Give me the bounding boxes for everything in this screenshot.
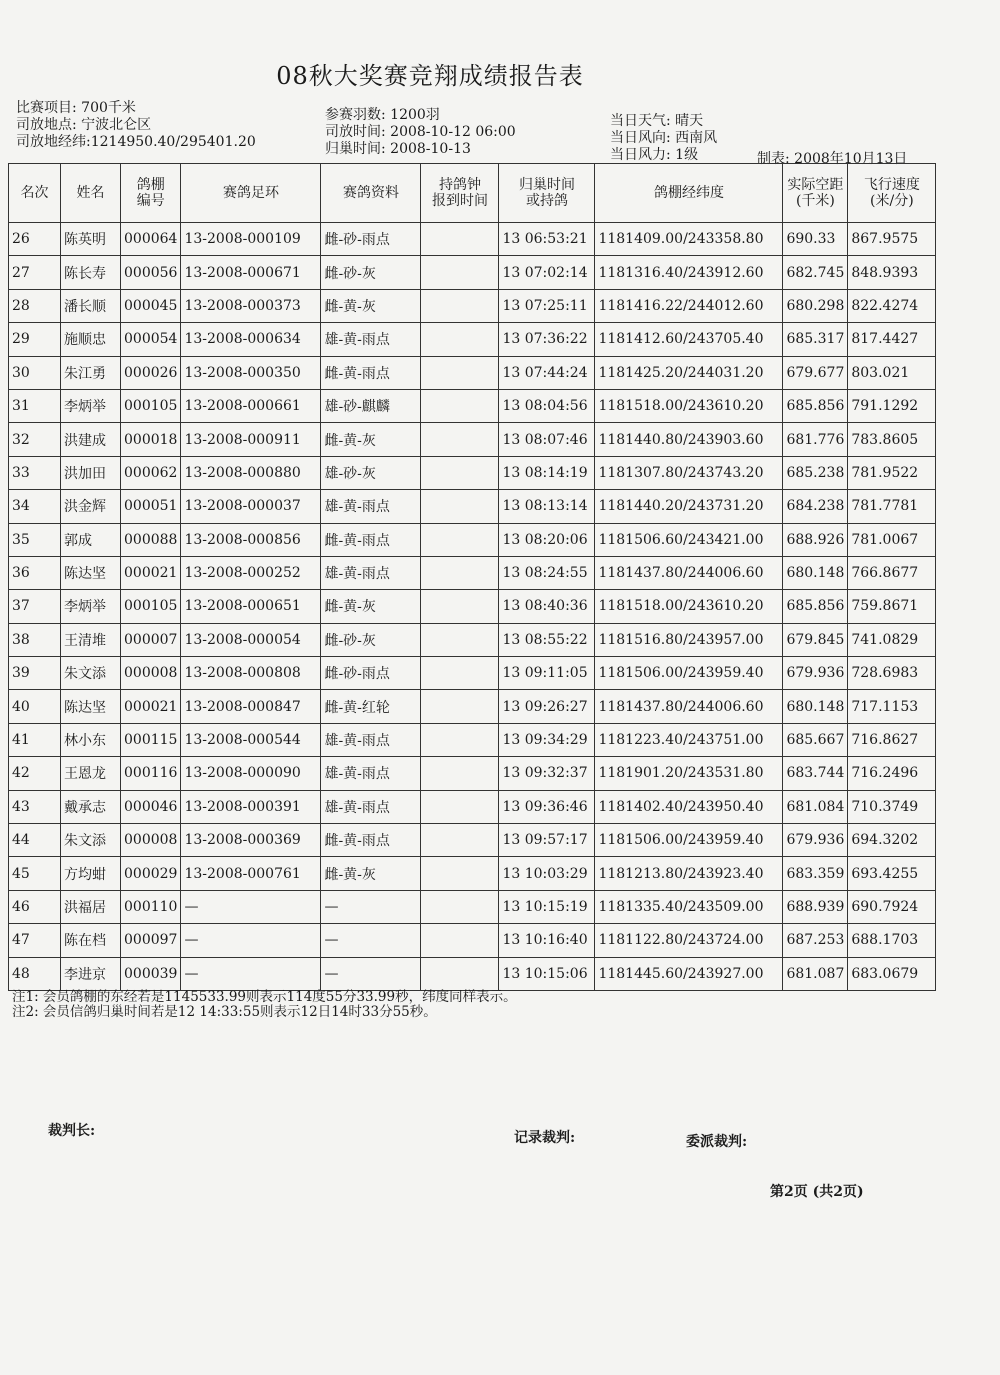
name-cell: 朱文添 <box>61 824 121 857</box>
name-cell: 洪金辉 <box>61 490 121 523</box>
bird-info-cell: 雄-砂-麒麟 <box>321 389 421 422</box>
clock-time-cell <box>421 423 499 456</box>
table-row <box>9 556 936 589</box>
meta-middle <box>325 107 516 158</box>
distance-cell: 685.317 <box>783 323 848 356</box>
table-row <box>9 389 936 422</box>
table-header-row <box>9 164 936 223</box>
clock-time-cell <box>421 957 499 990</box>
return-time-cell: 13 08:20:06 <box>499 523 595 556</box>
clock-time-cell <box>421 623 499 656</box>
page-number: 第2页 (共2页) <box>770 1184 864 1200</box>
clock-time-cell <box>421 323 499 356</box>
bird-info-cell: 雌-砂-雨点 <box>321 223 421 256</box>
distance-cell: 685.856 <box>783 590 848 623</box>
coords-cell: 1181223.40/243751.00 <box>595 723 783 756</box>
coords-cell: 1181409.00/243358.80 <box>595 223 783 256</box>
distance-cell: 683.744 <box>783 757 848 790</box>
ring-cell: 13-2008-000037 <box>181 490 321 523</box>
distance-cell: 679.936 <box>783 824 848 857</box>
speed-cell: 803.021 <box>848 356 936 389</box>
col-speed <box>848 164 936 223</box>
return-time-cell: 13 07:44:24 <box>499 356 595 389</box>
rank-cell: 30 <box>9 356 61 389</box>
loft-id-cell: 000046 <box>121 790 181 823</box>
coords-cell: 1181416.22/244012.60 <box>595 289 783 322</box>
return-time-cell: 13 09:32:37 <box>499 757 595 790</box>
bird-info-cell: 雄-黄-雨点 <box>321 790 421 823</box>
bird-info-cell: 雌-黄-灰 <box>321 423 421 456</box>
loft-id-cell: 000007 <box>121 623 181 656</box>
ring-cell: 13-2008-000350 <box>181 356 321 389</box>
bird-info-cell: 雌-砂-雨点 <box>321 657 421 690</box>
coords-cell: 1181316.40/243912.60 <box>595 256 783 289</box>
rank-cell: 27 <box>9 256 61 289</box>
clock-time-cell <box>421 690 499 723</box>
distance-cell: 685.667 <box>783 723 848 756</box>
return-time-cell: 13 10:03:29 <box>499 857 595 890</box>
rank-cell: 44 <box>9 824 61 857</box>
name-cell: 李进京 <box>61 957 121 990</box>
distance-cell: 681.776 <box>783 423 848 456</box>
ring-cell: 13-2008-000544 <box>181 723 321 756</box>
loft-id-cell: 000029 <box>121 857 181 890</box>
return-time-cell: 13 09:34:29 <box>499 723 595 756</box>
coords-cell: 1181307.80/243743.20 <box>595 456 783 489</box>
speed-cell: 781.7781 <box>848 490 936 523</box>
name-cell: 洪加田 <box>61 456 121 489</box>
distance-cell: 682.745 <box>783 256 848 289</box>
note-1: 注1: 会员鸽棚的东经若是1145533.99则表示114度55分33.99秒，纬度同样表示。 <box>12 989 517 1005</box>
ring-cell: 13-2008-000054 <box>181 623 321 656</box>
return-time-cell: 13 08:24:55 <box>499 556 595 589</box>
return-time-cell: 13 09:11:05 <box>499 657 595 690</box>
col-rank: 名次 <box>9 164 61 223</box>
rank-cell: 46 <box>9 890 61 923</box>
loft-id-cell: 000056 <box>121 256 181 289</box>
distance-cell: 683.359 <box>783 857 848 890</box>
col-bird-info: 赛鸽资料 <box>321 164 421 223</box>
delegate-judge-label: 委派裁判: <box>686 1134 748 1150</box>
coords-cell: 1181440.20/243731.20 <box>595 490 783 523</box>
distance-cell: 679.677 <box>783 356 848 389</box>
coords-cell: 1181437.80/244006.60 <box>595 690 783 723</box>
name-cell: 王恩龙 <box>61 757 121 790</box>
name-cell: 陈在档 <box>61 924 121 957</box>
loft-id-cell: 000045 <box>121 289 181 322</box>
return-time-cell: 13 07:02:14 <box>499 256 595 289</box>
clock-time-cell <box>421 256 499 289</box>
speed-cell: 781.0067 <box>848 523 936 556</box>
loft-id-cell: 000008 <box>121 824 181 857</box>
bird-info-cell: 雌-黄-雨点 <box>321 523 421 556</box>
coords-cell: 1181122.80/243724.00 <box>595 924 783 957</box>
speed-cell: 683.0679 <box>848 957 936 990</box>
loft-id-cell: 000115 <box>121 723 181 756</box>
rank-cell: 29 <box>9 323 61 356</box>
rank-cell: 40 <box>9 690 61 723</box>
bird-info-cell: 雄-砂-灰 <box>321 456 421 489</box>
wind-force: 当日风力: 1级 <box>610 147 699 163</box>
coords-cell: 1181213.80/243923.40 <box>595 857 783 890</box>
coords-cell: 1181440.80/243903.60 <box>595 423 783 456</box>
table-row <box>9 824 936 857</box>
name-cell: 朱文添 <box>61 657 121 690</box>
coords-cell: 1181518.00/243610.20 <box>595 389 783 422</box>
speed-cell: 759.8671 <box>848 590 936 623</box>
clock-time-cell <box>421 857 499 890</box>
name-cell: 朱江勇 <box>61 356 121 389</box>
bird-info-cell: 雌-黄-红轮 <box>321 690 421 723</box>
name-cell: 施顺忠 <box>61 323 121 356</box>
return-time-cell: 13 09:26:27 <box>499 690 595 723</box>
loft-id-cell: 000105 <box>121 389 181 422</box>
table-row <box>9 423 936 456</box>
loft-id-cell: 000054 <box>121 323 181 356</box>
name-cell: 方均蚶 <box>61 857 121 890</box>
name-cell: 戴承志 <box>61 790 121 823</box>
col-clock-time <box>421 164 499 223</box>
speed-cell: 693.4255 <box>848 857 936 890</box>
ring-cell: — <box>181 890 321 923</box>
name-cell: 洪建成 <box>61 423 121 456</box>
ring-cell: 13-2008-000651 <box>181 590 321 623</box>
entry-count: 参赛羽数: 1200羽 <box>325 107 440 123</box>
clock-time-cell <box>421 456 499 489</box>
speed-cell: 688.1703 <box>848 924 936 957</box>
return-time-cell: 13 10:15:19 <box>499 890 595 923</box>
loft-id-cell: 000018 <box>121 423 181 456</box>
rank-cell: 35 <box>9 523 61 556</box>
return-time-cell: 13 07:36:22 <box>499 323 595 356</box>
return-time-cell: 13 06:53:21 <box>499 223 595 256</box>
table-row <box>9 790 936 823</box>
distance-cell: 680.298 <box>783 289 848 322</box>
col-loft-id <box>121 164 181 223</box>
clock-time-cell <box>421 657 499 690</box>
col-ring: 赛鸽足环 <box>181 164 321 223</box>
return-time-cell: 13 09:36:46 <box>499 790 595 823</box>
meta-left <box>16 100 256 151</box>
name-cell: 李炳举 <box>61 590 121 623</box>
ring-cell: 13-2008-000856 <box>181 523 321 556</box>
ring-cell: 13-2008-000761 <box>181 857 321 890</box>
bird-info-cell: 雌-砂-灰 <box>321 256 421 289</box>
distance-cell: 688.939 <box>783 890 848 923</box>
bird-info-cell: 雄-黄-雨点 <box>321 757 421 790</box>
distance-cell: 681.084 <box>783 790 848 823</box>
results-table <box>8 163 936 991</box>
col-return-time <box>499 164 595 223</box>
col-distance-label: 实际空距 (千米) <box>787 177 844 209</box>
notes <box>12 990 517 1020</box>
table-row <box>9 289 936 322</box>
speed-cell: 690.7924 <box>848 890 936 923</box>
loft-id-cell: 000008 <box>121 657 181 690</box>
loft-id-cell: 000110 <box>121 890 181 923</box>
table-row <box>9 957 936 990</box>
table-row <box>9 623 936 656</box>
name-cell: 郭成 <box>61 523 121 556</box>
rank-cell: 31 <box>9 389 61 422</box>
loft-id-cell: 000116 <box>121 757 181 790</box>
loft-id-cell: 000051 <box>121 490 181 523</box>
clock-time-cell <box>421 356 499 389</box>
ring-cell: — <box>181 924 321 957</box>
bird-info-cell: 雄-黄-雨点 <box>321 490 421 523</box>
return-time-cell: 13 08:40:36 <box>499 590 595 623</box>
bird-info-cell: — <box>321 957 421 990</box>
event-distance: 比赛项目: 700千米 <box>16 100 136 116</box>
ring-cell: 13-2008-000847 <box>181 690 321 723</box>
return-time-cell: 13 08:14:19 <box>499 456 595 489</box>
ring-cell: 13-2008-000880 <box>181 456 321 489</box>
speed-cell: 710.3749 <box>848 790 936 823</box>
clock-time-cell <box>421 389 499 422</box>
release-time: 司放时间: 2008-10-12 06:00 <box>325 124 516 140</box>
distance-cell: 685.238 <box>783 456 848 489</box>
name-cell: 陈长寿 <box>61 256 121 289</box>
clock-time-cell <box>421 590 499 623</box>
bird-info-cell: — <box>321 890 421 923</box>
distance-cell: 680.148 <box>783 690 848 723</box>
return-time-cell: 13 07:25:11 <box>499 289 595 322</box>
ring-cell: 13-2008-000634 <box>181 323 321 356</box>
bird-info-cell: 雄-黄-雨点 <box>321 723 421 756</box>
rank-cell: 42 <box>9 757 61 790</box>
return-time-cell: 13 10:16:40 <box>499 924 595 957</box>
report-title: 08秋大奖赛竞翔成绩报告表 <box>276 62 584 90</box>
table-date: 制表: 2008年10月13日 <box>757 151 908 167</box>
clock-time-cell <box>421 924 499 957</box>
table-row <box>9 924 936 957</box>
speed-cell: 783.8605 <box>848 423 936 456</box>
table-row <box>9 323 936 356</box>
loft-id-cell: 000088 <box>121 523 181 556</box>
release-coords: 司放地经纬:1214950.40/295401.20 <box>16 134 256 150</box>
speed-cell: 822.4274 <box>848 289 936 322</box>
bird-info-cell: 雌-黄-灰 <box>321 590 421 623</box>
col-coords: 鸽棚经纬度 <box>595 164 783 223</box>
bird-info-cell: 雄-黄-雨点 <box>321 323 421 356</box>
distance-cell: 685.856 <box>783 389 848 422</box>
distance-cell: 681.087 <box>783 957 848 990</box>
speed-cell: 817.4427 <box>848 323 936 356</box>
return-time-cell: 13 08:13:14 <box>499 490 595 523</box>
speed-cell: 848.9393 <box>848 256 936 289</box>
col-distance <box>783 164 848 223</box>
loft-id-cell: 000062 <box>121 456 181 489</box>
loft-id-cell: 000021 <box>121 556 181 589</box>
rank-cell: 33 <box>9 456 61 489</box>
table-row <box>9 356 936 389</box>
meta-right <box>610 113 717 164</box>
bird-info-cell: 雄-黄-雨点 <box>321 556 421 589</box>
table-row <box>9 490 936 523</box>
speed-cell: 741.0829 <box>848 623 936 656</box>
rank-cell: 45 <box>9 857 61 890</box>
col-clock-time-label: 持鸽钟 报到时间 <box>431 177 488 209</box>
ring-cell: 13-2008-000090 <box>181 757 321 790</box>
coords-cell: 1181425.20/244031.20 <box>595 356 783 389</box>
rank-cell: 32 <box>9 423 61 456</box>
table-row <box>9 657 936 690</box>
speed-cell: 716.2496 <box>848 757 936 790</box>
bird-info-cell: 雌-黄-灰 <box>321 857 421 890</box>
loft-id-cell: 000105 <box>121 590 181 623</box>
loft-id-cell: 000097 <box>121 924 181 957</box>
speed-cell: 694.3202 <box>848 824 936 857</box>
rank-cell: 47 <box>9 924 61 957</box>
table-row <box>9 757 936 790</box>
coords-cell: 1181335.40/243509.00 <box>595 890 783 923</box>
loft-id-cell: 000039 <box>121 957 181 990</box>
clock-time-cell <box>421 723 499 756</box>
speed-cell: 781.9522 <box>848 456 936 489</box>
coords-cell: 1181516.80/243957.00 <box>595 623 783 656</box>
rank-cell: 36 <box>9 556 61 589</box>
bird-info-cell: 雌-黄-雨点 <box>321 824 421 857</box>
coords-cell: 1181901.20/243531.80 <box>595 757 783 790</box>
clock-time-cell <box>421 490 499 523</box>
name-cell: 潘长顺 <box>61 289 121 322</box>
speed-cell: 716.8627 <box>848 723 936 756</box>
table-row <box>9 690 936 723</box>
table-row <box>9 256 936 289</box>
rank-cell: 28 <box>9 289 61 322</box>
name-cell: 陈达坚 <box>61 690 121 723</box>
return-time: 归巢时间: 2008-10-13 <box>325 141 471 157</box>
bird-info-cell: 雌-黄-灰 <box>321 289 421 322</box>
table-row <box>9 456 936 489</box>
rank-cell: 43 <box>9 790 61 823</box>
table-row <box>9 590 936 623</box>
rank-cell: 39 <box>9 657 61 690</box>
note-2: 注2: 会员信鸽归巢时间若是12 14:33:55则表示12日14时33分55秒。 <box>12 1004 437 1020</box>
rank-cell: 41 <box>9 723 61 756</box>
clock-time-cell <box>421 289 499 322</box>
distance-cell: 687.253 <box>783 924 848 957</box>
return-time-cell: 13 09:57:17 <box>499 824 595 857</box>
col-name: 姓名 <box>61 164 121 223</box>
speed-cell: 766.8677 <box>848 556 936 589</box>
coords-cell: 1181412.60/243705.40 <box>595 323 783 356</box>
results-body <box>9 223 936 991</box>
clock-time-cell <box>421 824 499 857</box>
loft-id-cell: 000064 <box>121 223 181 256</box>
coords-cell: 1181402.40/243950.40 <box>595 790 783 823</box>
rank-cell: 37 <box>9 590 61 623</box>
table-row <box>9 890 936 923</box>
return-time-cell: 13 08:07:46 <box>499 423 595 456</box>
name-cell: 林小东 <box>61 723 121 756</box>
coords-cell: 1181437.80/244006.60 <box>595 556 783 589</box>
name-cell: 王清堆 <box>61 623 121 656</box>
clock-time-cell <box>421 890 499 923</box>
clock-time-cell <box>421 790 499 823</box>
ring-cell: 13-2008-000808 <box>181 657 321 690</box>
coords-cell: 1181445.60/243927.00 <box>595 957 783 990</box>
table-row <box>9 723 936 756</box>
chief-judge-label: 裁判长: <box>48 1123 96 1139</box>
table-row <box>9 523 936 556</box>
release-place: 司放地点: 宁波北仑区 <box>16 117 152 133</box>
table-row <box>9 857 936 890</box>
rank-cell: 26 <box>9 223 61 256</box>
weather: 当日天气: 晴天 <box>610 113 704 129</box>
ring-cell: 13-2008-000391 <box>181 790 321 823</box>
return-time-cell: 13 08:55:22 <box>499 623 595 656</box>
ring-cell: 13-2008-000109 <box>181 223 321 256</box>
name-cell: 李炳举 <box>61 389 121 422</box>
distance-cell: 680.148 <box>783 556 848 589</box>
speed-cell: 791.1292 <box>848 389 936 422</box>
bird-info-cell: 雌-砂-灰 <box>321 623 421 656</box>
record-judge-label: 记录裁判: <box>514 1130 576 1146</box>
distance-cell: 679.845 <box>783 623 848 656</box>
speed-cell: 717.1153 <box>848 690 936 723</box>
col-return-time-label: 归巢时间 或持鸽 <box>518 177 575 209</box>
return-time-cell: 13 10:15:06 <box>499 957 595 990</box>
col-speed-label: 飞行速度 (米/分) <box>863 177 920 209</box>
ring-cell: — <box>181 957 321 990</box>
loft-id-cell: 000021 <box>121 690 181 723</box>
coords-cell: 1181506.60/243421.00 <box>595 523 783 556</box>
name-cell: 洪福居 <box>61 890 121 923</box>
return-time-cell: 13 08:04:56 <box>499 389 595 422</box>
clock-time-cell <box>421 556 499 589</box>
ring-cell: 13-2008-000661 <box>181 389 321 422</box>
bird-info-cell: — <box>321 924 421 957</box>
coords-cell: 1181506.00/243959.40 <box>595 824 783 857</box>
rank-cell: 38 <box>9 623 61 656</box>
name-cell: 陈英明 <box>61 223 121 256</box>
clock-time-cell <box>421 757 499 790</box>
distance-cell: 688.926 <box>783 523 848 556</box>
bird-info-cell: 雌-黄-雨点 <box>321 356 421 389</box>
distance-cell: 690.33 <box>783 223 848 256</box>
loft-id-cell: 000026 <box>121 356 181 389</box>
rank-cell: 34 <box>9 490 61 523</box>
ring-cell: 13-2008-000671 <box>181 256 321 289</box>
col-loft-id-label: 鸽棚 编号 <box>136 177 165 209</box>
speed-cell: 867.9575 <box>848 223 936 256</box>
ring-cell: 13-2008-000373 <box>181 289 321 322</box>
ring-cell: 13-2008-000911 <box>181 423 321 456</box>
clock-time-cell <box>421 223 499 256</box>
rank-cell: 48 <box>9 957 61 990</box>
coords-cell: 1181506.00/243959.40 <box>595 657 783 690</box>
speed-cell: 728.6983 <box>848 657 936 690</box>
ring-cell: 13-2008-000252 <box>181 556 321 589</box>
clock-time-cell <box>421 523 499 556</box>
table-row <box>9 223 936 256</box>
wind-direction: 当日风向: 西南风 <box>610 130 718 146</box>
distance-cell: 679.936 <box>783 657 848 690</box>
ring-cell: 13-2008-000369 <box>181 824 321 857</box>
name-cell: 陈达坚 <box>61 556 121 589</box>
coords-cell: 1181518.00/243610.20 <box>595 590 783 623</box>
distance-cell: 684.238 <box>783 490 848 523</box>
